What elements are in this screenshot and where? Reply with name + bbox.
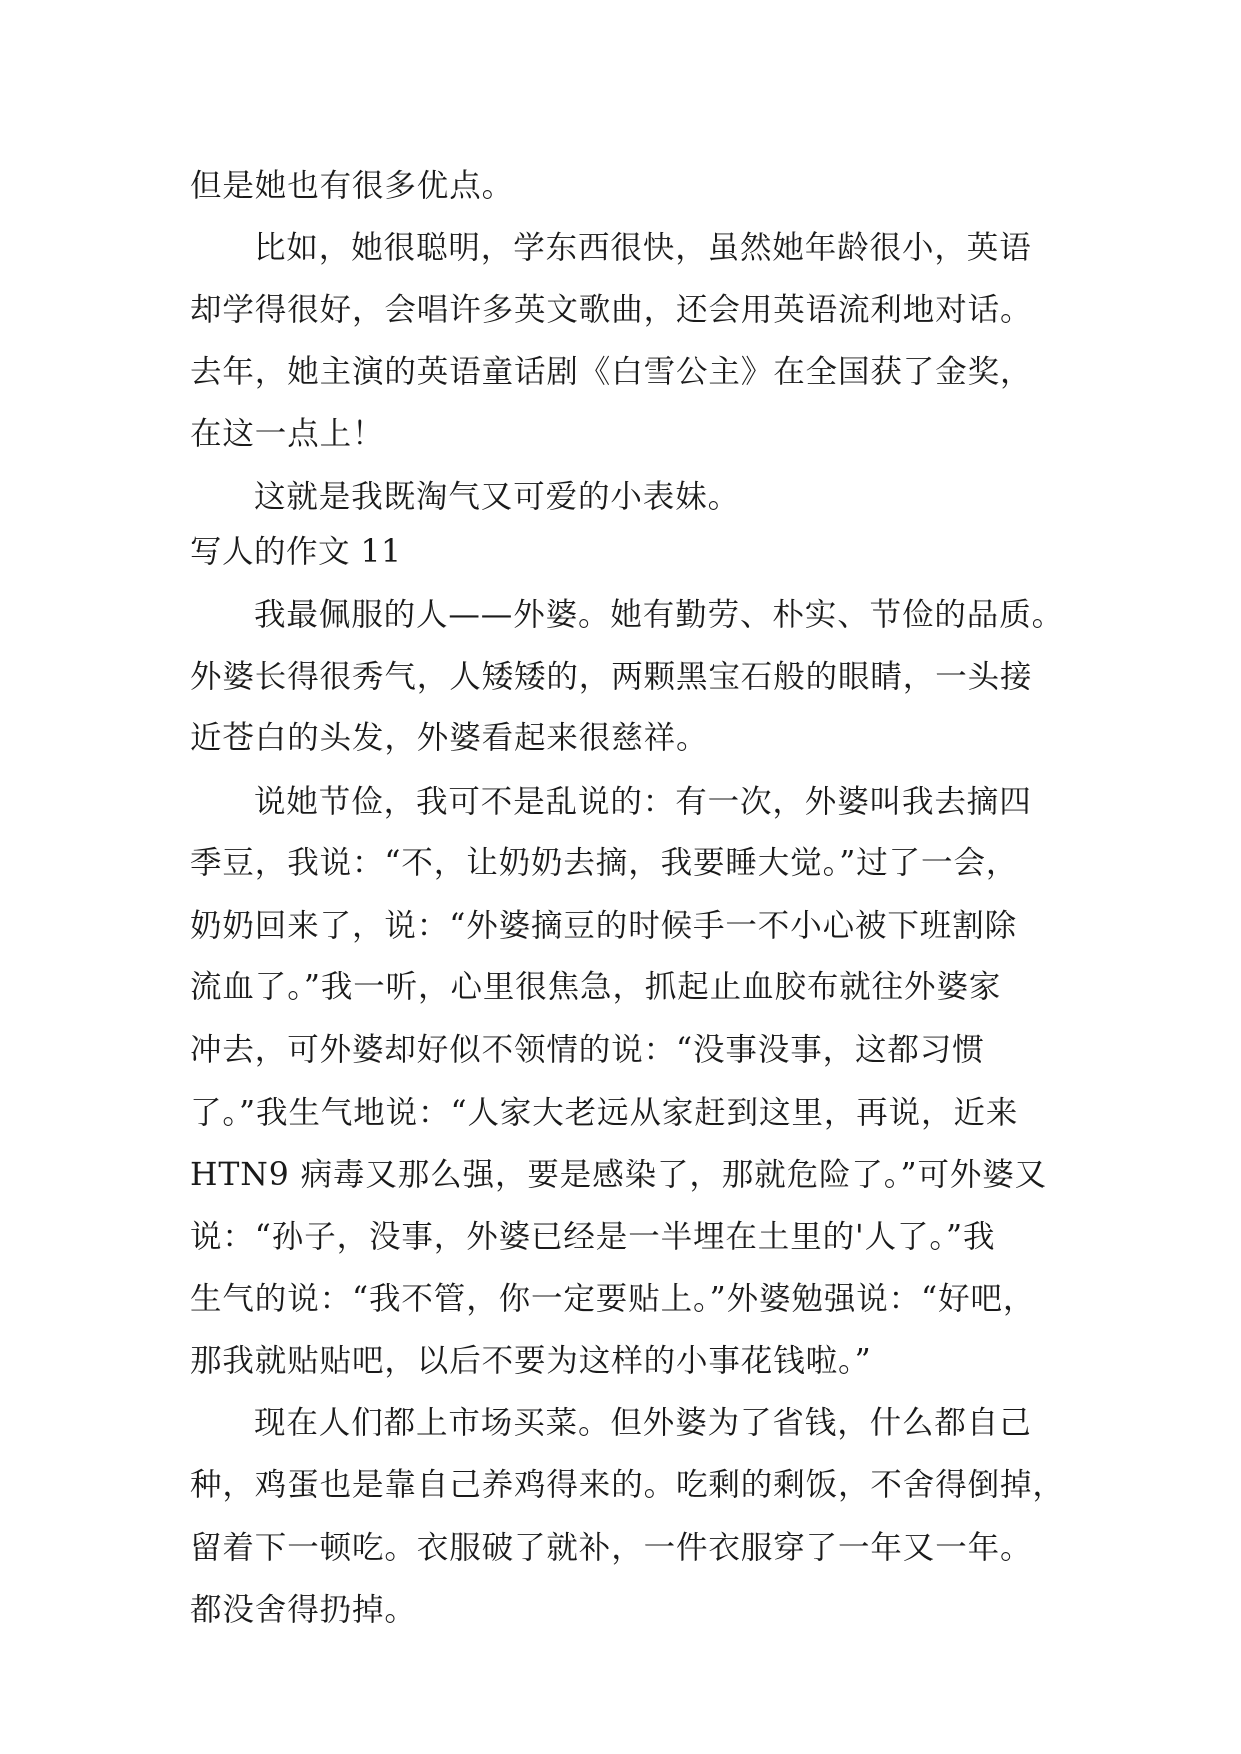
text-line: 但是她也有很多优点。 xyxy=(190,168,515,204)
text-line: 却学得很好，会唱许多英文歌曲，还会用英语流利地对话。 xyxy=(190,292,1033,328)
text-line: 在这一点上！ xyxy=(190,416,385,452)
text-line: 冲去，可外婆却好似不领情的说：“没事没事，这都习惯 xyxy=(190,1032,985,1068)
text-line: HTN9 病毒又那么强，要是感染了，那就危险了。”可外婆又 xyxy=(190,1157,1048,1193)
paragraph-start-line: 说她节俭，我可不是乱说的：有一次，外婆叫我去摘四 xyxy=(254,784,1032,820)
paragraph-start-line: 我最佩服的人——外婆。她有勤劳、朴实、节俭的品质。 xyxy=(254,597,1065,633)
paragraph-start-line: 这就是我既淘气又可爱的小表妹。 xyxy=(254,479,741,515)
text-line: 了。”我生气地说：“人家大老远从家赶到这里，再说，近来 xyxy=(190,1095,1019,1131)
section-heading: 写人的作文 11 xyxy=(190,534,402,570)
text-line: 生气的说：“我不管，你一定要贴上。”外婆勉强说：“好吧， xyxy=(190,1281,1036,1317)
text-line: 外婆长得很秀气，人矮矮的，两颗黑宝石般的眼睛，一头接 xyxy=(190,659,1033,695)
text-line: 那我就贴贴吧，以后不要为这样的小事花钱啦。” xyxy=(190,1343,872,1379)
text-line: 说：“孙子，没事，外婆已经是一半埋在土里的'人了。”我 xyxy=(190,1219,996,1255)
text-line: 种，鸡蛋也是靠自己养鸡得来的。吃剩的剩饭，不舍得倒掉， xyxy=(190,1467,1065,1503)
text-line: 去年，她主演的英语童话剧《白雪公主》在全国获了金奖， xyxy=(190,354,1033,390)
text-line: 奶奶回来了，说：“外婆摘豆的时候手一不小心被下班割除 xyxy=(190,908,1018,944)
text-line: 流血了。”我一听，心里很焦急，抓起止血胶布就往外婆家 xyxy=(190,969,1002,1005)
paragraph-start-line: 比如，她很聪明，学东西很快，虽然她年龄很小，英语 xyxy=(254,230,1032,266)
paragraph-start-line: 现在人们都上市场买菜。但外婆为了省钱，什么都自己 xyxy=(254,1405,1032,1441)
text-line: 留着下一顿吃。衣服破了就补，一件衣服穿了一年又一年。 xyxy=(190,1530,1033,1566)
text-line: 近苍白的头发，外婆看起来很慈祥。 xyxy=(190,720,709,756)
text-line: 都没舍得扔掉。 xyxy=(190,1592,417,1628)
text-line: 季豆，我说：“不，让奶奶去摘，我要睡大觉。”过了一会， xyxy=(190,845,1019,881)
